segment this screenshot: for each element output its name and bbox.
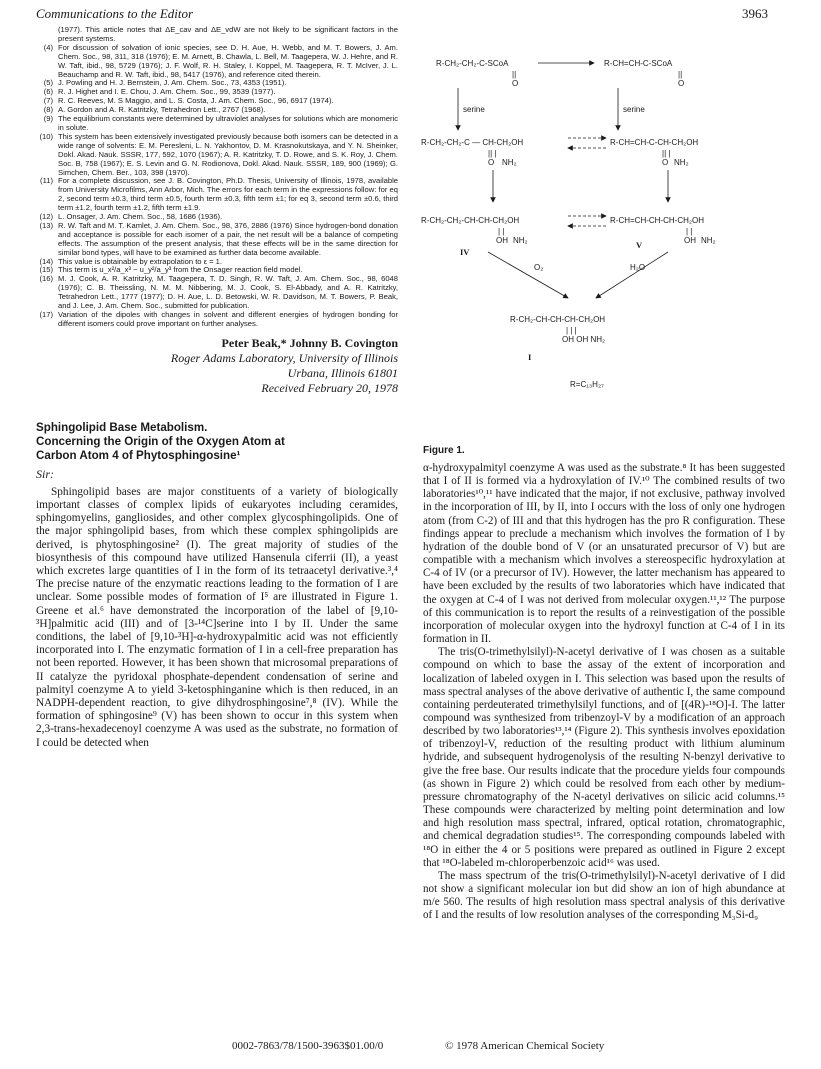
paragraph: The tris(O-trimethylsilyl)-N-acetyl derivative of I was chosen as a suitable compound on which to base the assay of the extent of incorporation and localization of labeled oxygen in I. This selection was based upon the results of mass spectral analyses of the above derivative of authentic I, the same compound containing perdeuterated trimethylsilyl functions, and of [(4R)-¹⁸O]-I. The latter compound was synthesized from tribenzoyl-V by a modification of an approach described by two laboratories¹³,¹⁴ (Figure 2). This synthesis involves epoxidation of tribenzoyl-V, reduction of the resulting product with lithium aluminum hydride, and subsequent hydrogenolysis of the resulting N-benzyl derivative to give the free base. Our results indicate that the procedure yields four compounds (as shown in Figure 2) which could be resolved from each other by medium-pressure chromatography of the N-acetyl derivatives on silicic acid columns.¹⁵ These compounds were characterized by melting point determination and low and high resolution mass spectral, infrared, optical rotation, chromatographic, and chemical degradation studies¹⁵. The corresponding compounds labeled with ¹⁸O in either the 4 or 5 positions were prepared as outlined in Figure 2 except that ¹⁸O-labeled m-chloroperbenzoic acid¹⁶ was used. (423, 646, 785, 869)
o-label: O (662, 158, 669, 167)
reference-number: (12) (39, 212, 53, 222)
reference-text: For discussion of solvation of ionic species, see D. H. Aue, H. Webb, and M. T. Bowers, J. Am. Chem. Soc., 98, 311, 318 (1976); E. M. Arnett, B. Chawla, L. Bell, M. Taagepera, W. J. Hehre, and R. W. Taft, ibid., 98, 5729 (1976); J. F. Wolf, R. H. Staley, I. Koppel, M. Taagepera, R. T. McIver, J. L. Beauchamp and R. W. Taft, ibid., 98, 5417 (1976), and reference cited therein. (58, 42, 398, 79)
reference-text: This term is u_x²/a_x³ − u_y²/a_y³ from the Onsager reaction field model. (58, 265, 303, 275)
reference-item (36, 222, 398, 258)
arrow (488, 252, 568, 298)
footer-copyright: © 1978 American Chemical Society (445, 1040, 605, 1052)
bond: | | (686, 227, 693, 236)
salutation: Sir: (36, 466, 54, 481)
ketosphinganine: R-CH₂-CH₂-C — CH-CH₂OH (421, 138, 524, 147)
reference-number: (6) (43, 87, 53, 97)
reference-text: Variation of the dipoles with changes in solvent and different energies of hydrogen bonding for different isomers could prove important on further analyses. (58, 310, 398, 328)
acyl-coa: R-CH₂-CH₂-C-SCoA (436, 59, 509, 68)
article-title (36, 421, 398, 463)
running-header: Communications to the Editor (36, 6, 194, 21)
oh-oh-nh2-label: OH OH NH₂ (562, 335, 606, 344)
nh2-label: NH₂ (674, 158, 689, 167)
reference-text: R. J. Highet and I. E. Chou, J. Am. Chem. Soc., 99, 3539 (1977). (58, 87, 276, 97)
compound-label-iv: IV (460, 247, 470, 257)
article-title-line-2: Concerning the Origin of the Oxygen Atom at (36, 434, 285, 448)
reference-text: R. W. Taft and M. T. Kamlet, J. Am. Chem. Soc., 98, 376, 2886 (1976) Since hydrogen-bond donation and acceptance is possible for each isomer of a pair, the net result will be a balance of competing effects. The assumption of the present analysis, that these effects will be in the same direction for similar bond types, will have to be examined as further data become available. (58, 220, 398, 257)
serine-label-left: serine (463, 105, 485, 114)
reference-number: (7) (43, 96, 53, 106)
affiliation-line-2: Urbana, Illinois 61801 (287, 365, 398, 380)
o-bond: || | (662, 149, 671, 158)
reference-item (36, 115, 398, 133)
reference-text: J. Powling and H. J. Bernstein, J. Am. Chem. Soc., 73, 4353 (1951). (58, 78, 287, 88)
reference-text: The equilibrium constants were determined by ultraviolet analyses for solutions which are monomeric in solute. (58, 114, 398, 132)
reference-number: (9) (43, 114, 53, 124)
article-title-line-1: Sphingolipid Base Metabolism. (36, 420, 208, 434)
reference-text: For a complete discussion, see J. B. Covington, Ph.D. Thesis, University of Illinois, 1978, available from University Microfilms, Ann Arbor, Mich. The errors for each term in the expressions follow: for eq 2, second term ±0.3, third term ±0.5, fourth term ±0.3, fifth term ±1; for eq 3, second term ±0.6, third term ±1.2, fourth term ±1.2, fifth term ±1.9. (58, 176, 398, 213)
carbonyl-o: || (512, 70, 517, 79)
nh2-label: NH₂ (513, 236, 528, 245)
reference-item (36, 311, 398, 329)
reference-item (36, 177, 398, 213)
reference-number: (17) (39, 310, 53, 319)
reference-text: This system has been extensively investigated previously because both isomers can be detected in a wide range of solvents: E. M. Peresleni, L. N. Yakhontov, D. M. Krasnokutskaya, and Y. N. Sheinker, Dokl. Akad. Nauk. SSSR, 177, 592, 1070 (1967); A. R. Katritzky, T. D. Rowe, and S. K. Roy, J. Chem. Soc. B, 758 (1967); E. S. Levin and G. N. Rodionova, Dokl. Akad. Nauk. SSSR, 189, 900 (1969); G. Simchen, Chem. Ber., 103, 398 (1970). (58, 131, 398, 177)
paragraph: The mass spectrum of the tris(O-trimethylsilyl)-N-acetyl derivative of I did not show a significant molecular ion but did show an ion of high abundance at m/e 560. The results of high resolution mass spectral analysis of this derivative of I and the results of low resolution analyses of the corresponding M₃Si-d₉ (423, 869, 785, 922)
right-column (423, 462, 785, 922)
compound-label-v: V (636, 240, 643, 250)
figure-1-scheme (418, 30, 788, 445)
arrow (596, 252, 668, 298)
carbonyl-o-label: O (678, 79, 685, 88)
figure-caption: Figure 1. (423, 445, 465, 456)
reference-text: R. C. Reeves, M. S Maggio, and L. S. Costa, J. Am. Chem. Soc., 96, 6917 (1974). (58, 96, 334, 106)
reference-text: This value is obtainable by extrapolation to ε = 1. (58, 256, 223, 266)
received-date: Received February 20, 1978 (261, 380, 398, 395)
bond: | | | (566, 326, 577, 335)
carbonyl-o-label: O (512, 79, 519, 88)
sphingosine: R-CH=CH-CH-CH-CH₂OH (610, 216, 704, 225)
o-label: O (488, 158, 495, 167)
footer-code: 0002-7863/78/1500-3963$01.00/0 (232, 1040, 384, 1052)
r-definition: R=C₁₃H₂₇ (570, 380, 604, 389)
authors: Peter Beak,* Johnny B. Covington (221, 335, 398, 350)
o2-label: O₂ (534, 263, 544, 272)
reference-text: A. Gordon and A. R. Katritzky, Tetrahedron Lett., 2767 (1968). (58, 105, 266, 115)
paragraph: α-hydroxypalmityl coenzyme A was used as the substrate.⁸ It has been suggested that I of II is formed via a hydroxylation of IV.¹⁰ The combined results of two laboratories¹⁰,¹¹ have indicated that the major, if not exclusive, pathway involved in the incorporation of III, by II, into I occurs with the loss of only one hydrogen atom (from C-2) of III and that this hydrogen has the pro R configuration. These findings appear to preclude a mechanism which involves the formation of I by hydration of the double bond of V (or an unsaturated precursor of V) but are compatible with a mechanism which involves a stereospecific hydroxylation at C-4 of IV (or a precursor of IV). However, the latter mechanism has appeared to have been excluded by the results of two laboratories which have indicated that the oxygen at C-4 of I was not derived from molecular oxygen.¹¹,¹² The purpose of this communication is to report the results of a reinvestigation of the possible incorporation of molecular oxygen into the hydroxyl function at C-4 of I in its formation in II. (423, 462, 785, 646)
reference-number: (4) (43, 42, 53, 52)
dihydrosphingosine: R-CH₂-CH₂-CH-CH-CH₂OH (421, 216, 520, 225)
reference-list (36, 26, 398, 329)
left-body (36, 486, 398, 750)
reference-item (36, 133, 398, 178)
reference-text: (1977). This article notes that ΔE_cav and ΔE_vdW are not likely to be significant factors in the present systems. (58, 25, 398, 43)
reference-number: (15) (39, 265, 53, 275)
affiliation-line-1: Roger Adams Laboratory, University of Illinois (170, 350, 398, 365)
reference-text: L. Onsager, J. Am. Chem. Soc., 58, 1686 (1936). (58, 212, 223, 222)
reference-number: (10) (39, 131, 53, 141)
reference-number: (16) (39, 274, 53, 284)
left-column (36, 26, 398, 750)
reference-text: M. J. Cook, A. R. Katritzky, M. Taagepera, T. D. Singh, R. W. Taft, J. Am. Chem. Soc., 98, 6048 (1976); C. B. Theissling, N. M. M. Nibbering, M. J. Cook, S. El-Abbady, and A. R. Katritzky, Tetrahedron Lett., 1777 (1977); D. H. Aue, L. D. Betowski, W. R. Davidson, M. T. Bowers, P. Beak, and J. Lee, J. Am. Chem. Soc., submitted for publication. (58, 274, 398, 311)
h2o-label: H₂O (630, 263, 646, 272)
reference-number: (8) (43, 105, 53, 115)
reference-item (36, 275, 398, 311)
paragraph: Sphingolipid bases are major constituents of a variety of biologically important classes of complex lipids of eukaryotes including ceramides, sphingomyelins, gangliosides, and other complex glycosphingolipids. One of the major sphingolipid bases, from which these complex sphingolipids are derived, is phytosphingosine² (I). The great majority of studies of the biosynthesis of this compound have utilized Hansenula ciferrii (II), a yeast which excretes large quantities of I in the form of its tetraacetyl derivative.³,⁴ The precise nature of the enzymatic reactions leading to the formation of I are unclear. Some possible modes of formation of I⁵ are illustrated in Figure 1. Greene et al.⁶ have demonstrated the incorporation of the label of [9,10-³H]palmitic acid (III) and of [3-¹⁴C]serine into I by II. Under the same conditions, the label of [9,10-³H]-α-hydroxypalmitic acid was not efficiently incorporated into I. The enzymatic formation of I in a cell-free preparation has not been reported. However, it has been shown that microsomal preparations of II catalyze the pyridoxal phosphate-dependent condensation of serine and palmityl coenzyme A to yield 3-ketosphinganine which is then reduced, in an NADPH-dependent reaction, to give dihydrosphingosine⁷,⁸ (IV). While the formation of sphingosine⁹ (V) has been shown to occur in this system when 2,3-trans-hexadecenoyl coenzyme A was used as the substrate, no formation of I could be detected when (36, 485, 398, 749)
article-title-line-3: Carbon Atom 4 of Phytosphingosine¹ (36, 448, 241, 462)
oh-label: OH (496, 236, 508, 245)
keto-sphingosine: R-CH=CH-C-CH-CH₂OH (610, 138, 699, 147)
reference-number: (13) (39, 220, 53, 230)
serine-label-right: serine (623, 105, 645, 114)
reference-number: (11) (40, 176, 53, 186)
reference-number: (14) (39, 256, 53, 266)
oh-label: OH (684, 236, 696, 245)
reference-item (36, 44, 398, 80)
carbonyl-o: || (678, 70, 683, 79)
bond: | | (498, 227, 505, 236)
reference-number (36, 26, 58, 44)
o-bond: || | (488, 149, 497, 158)
enoyl-coa: R-CH=CH-C-SCoA (604, 59, 673, 68)
nh2-label: NH₂ (502, 158, 517, 167)
nh2-label: NH₂ (701, 236, 716, 245)
reference-number: (5) (43, 78, 53, 88)
page-number: 3963 (742, 6, 768, 21)
phytosphingosine: R-CH₂-CH-CH-CH-CH₂OH (510, 315, 606, 324)
reference-item (36, 26, 398, 44)
compound-label-i: I (528, 352, 532, 362)
